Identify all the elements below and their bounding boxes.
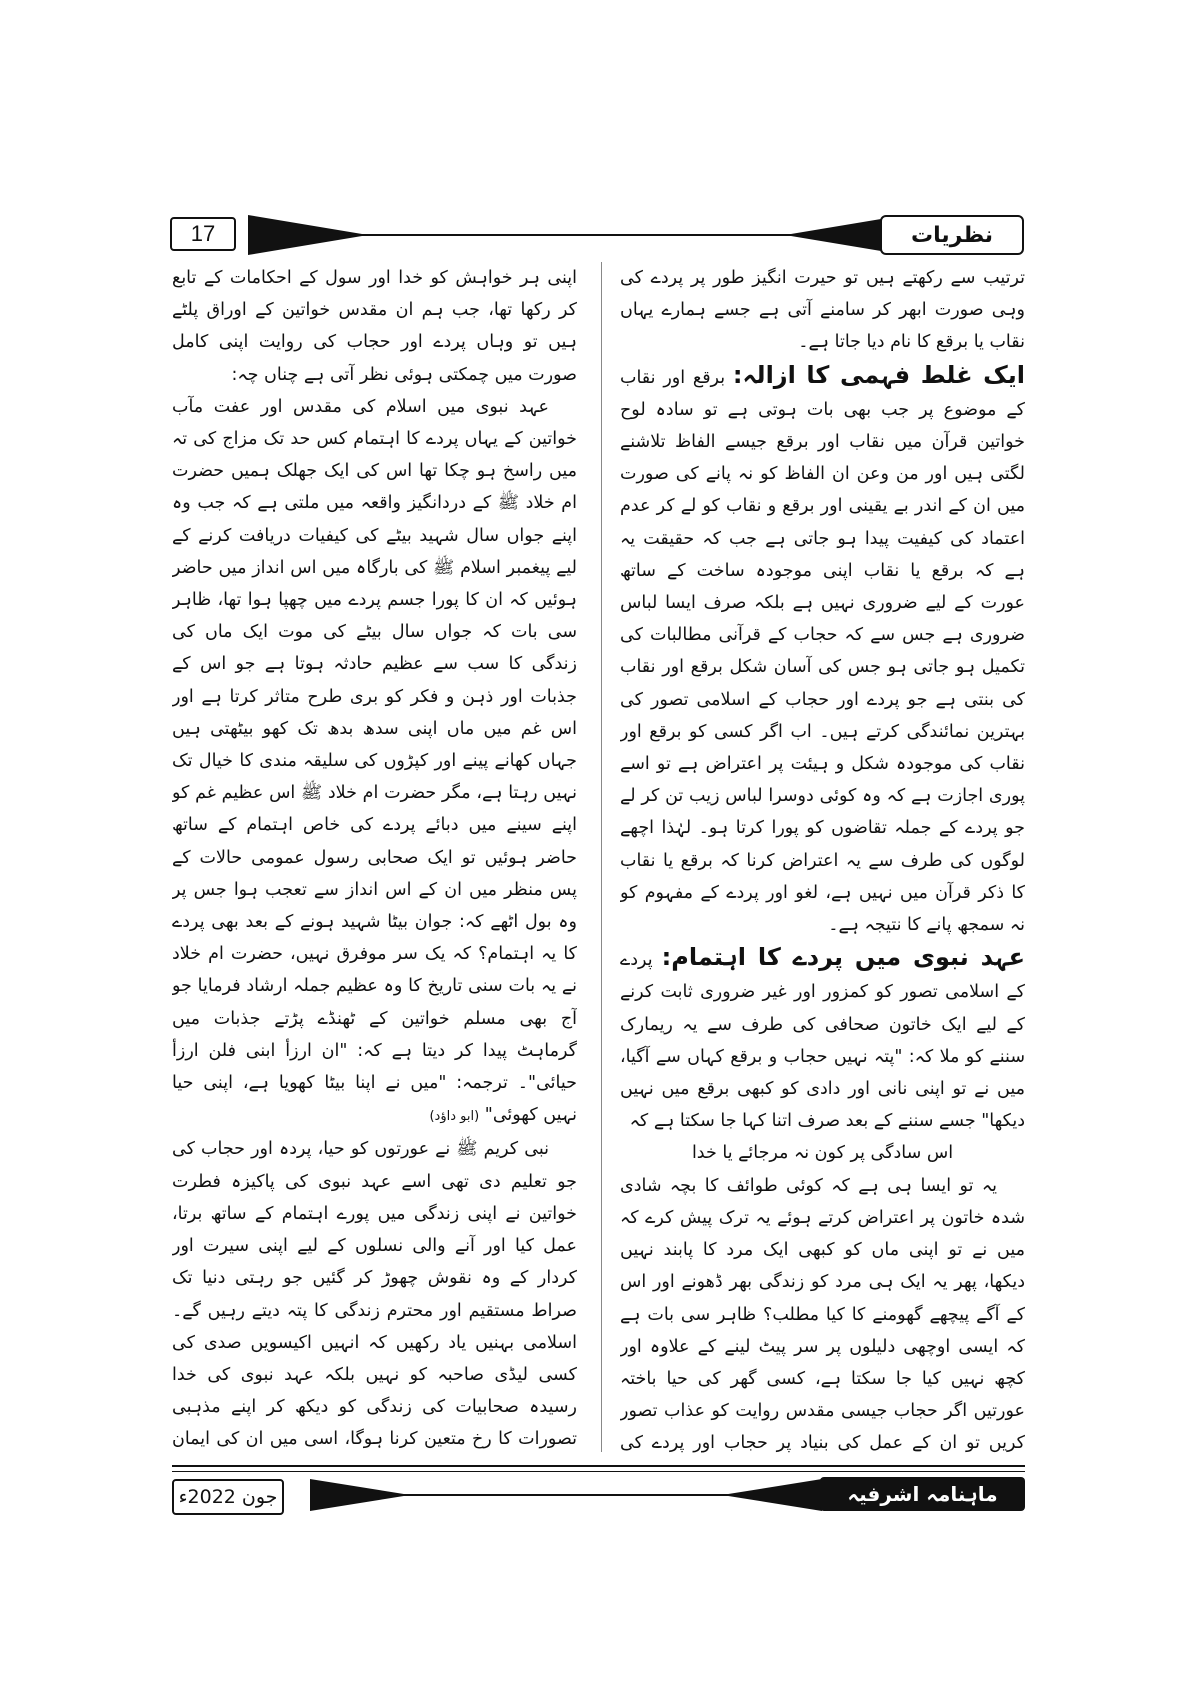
footer-rule <box>172 1471 1025 1472</box>
footer-rule <box>172 1465 1025 1467</box>
footer-wedge-right <box>722 1479 822 1511</box>
left-column <box>172 262 577 1454</box>
magazine-name: ماہنامہ اشرفیہ <box>820 1477 1025 1511</box>
subheading: ایک غلط فہمی کا ازالہ: <box>732 360 1025 389</box>
paragraph: یہ تو ایسا ہی ہے کہ کوئی طوائف کا بچہ شادی شدہ خاتون پر اعتراض کرتے ہوئے یہ ترک پیش کرے کہ میں نے تو اپنی ماں کو کبھی ایک مرد کا پابند نہیں دیکھا، پھر یہ ایک ہی مرد کو زندگی بھر ڈھونے اور اس کے آگے پیچھے گھومنے کا کیا مطلب؟ ظاہر سی بات ہے کہ ایسی اوچھی دلیلوں پر سر پیٹ لینے کے علاوہ اور کچھ نہیں کیا جا سکتا ہے، کسی گھر کی حیا باختہ عورتیں اگر حجاب جیسی مقدس روایت کو عذاب تصور کریں تو ان کے عمل کی بنیاد پر حجاب اور پردے کی <box>620 1175 1025 1454</box>
source-citation: (ابو داؤد) <box>429 1109 480 1125</box>
page-number: 17 <box>170 217 236 251</box>
section-title: نظریات <box>880 215 1024 255</box>
right-column <box>620 262 1025 1454</box>
verse-line: اس سادگی پر کون نہ مرجائے یا خدا <box>691 1143 954 1164</box>
header-wedge-left <box>248 215 368 255</box>
paragraph: نبی کریم ﷺ نے عورتوں کو حیا، پردہ اور حجاب کی جو تعلیم دی تھی اسے عہد نبوی کی پاکیزہ فطرت خواتین نے اپنی زندگی میں پورے اہتمام کے ساتھ برتا، عمل کیا اور آنے والی نسلوں کے لیے اپنی سیرت اور کردار کے وہ نقوش چھوڑ کر گئیں جو رہتی دنیا تک صراط مستقیم اور محترم زندگی کا پتہ دیتے رہیں گے۔ اسلامی بہنیں یاد رکھیں کہ انہیں اکیسویں صدی کی کسی لیڈی صاحبہ کو نہیں بلکہ عہد نبوی کی خدا رسیدہ صحابیات کی زندگی کو دیکھ کر اپنے مذہبی تصورات کا رخ متعین کرنا ہوگا، اسی میں ان کی ایمان <box>172 1139 577 1450</box>
paragraph <box>172 391 577 1134</box>
paragraph: اپنی ہر خواہش کو خدا اور سول کے احکامات کے تابع کر رکھا تھا، جب ہم ان مقدس خواتین کے اوراق پلٹے ہیں تو وہاں پردے اور حجاب کی روایت اپنی کامل صورت میں چمکتی ہوئی نظر آتی ہے چناں چہ: <box>172 268 577 385</box>
page-footer <box>172 1465 1025 1515</box>
page-header <box>170 215 1025 255</box>
paragraph-text: پردے کے اسلامی تصور کو کمزور اور غیر ضروری ثابت کرنے کے لیے ایک خاتون صحافی کی طرف سے یہ ریمارک سننے کو ملا کہ: "پتہ نہیں حجاب و برقع کہاں سے آگیا، میں نے تو اپنی نانی اور دادی کو کبھی برقع میں نہیں دیکھا" جسے سننے کے بعد صرف اتنا کہا جا سکتا ہے کہ <box>620 950 1025 1132</box>
paragraph-text: برقع اور نقاب کے موضوع پر جب بھی بات ہوتی ہے تو سادہ لوح خواتین قرآن میں نقاب اور برقع جیسے الفاظ تلاشنے لگتی ہیں اور من وعن ان الفاظ کو نہ پانے کی صورت میں ان کے اندر بے یقینی اور برقع و نقاب کو لے کر عدم اعتماد کی کیفیت پیدا ہو جاتی ہے جب کہ حقیقت یہ ہے کہ برقع یا نقاب اپنی موجودہ ساخت کے ساتھ عورت کے لیے ضروری نہیں ہے بلکہ صرف ایسا لباس ضروری ہے جس سے کہ حجاب کے قرآنی مطالبات کی تکمیل ہو جاتی ہو جس کی آسان شکل برقع اور نقاب کی بنتی ہے جو پردے اور حجاب کے اسلامی تصور کی بہترین نمائندگی کرتے ہیں۔ اب اگر کسی کو برقع اور نقاب کی موجودہ شکل و ہیئت پر اعتراض ہے تو اسے پوری اجازت ہے کہ وہ کوئی دوسرا لباس زیب تن کر لے جو پردے کے جملہ تقاضوں کو پورا کرتا ہو۔ لہٰذا اچھے لوگوں کی طرف سے یہ اعتراض کرنا کہ برقع یا نقاب کا ذکر قرآن میں نہیں ہے، لغو اور پردے کے مفہوم کو نہ سمجھ پانے کا نتیجہ ہے۔ <box>620 367 1025 936</box>
subheading: عہد نبوی میں پردے کا اہتمام: <box>661 943 1025 972</box>
paragraph <box>620 359 1025 942</box>
paragraph <box>620 941 1025 1137</box>
paragraph-text: عہد نبوی میں اسلام کی مقدس اور عفت مآب خواتین کے یہاں پردے کا اہتمام کس حد تک مزاج کی تہ میں راسخ ہو چکا تھا اس کی ایک جھلک ہمیں حضرت ام خلاد ﷺ کے دردانگیز واقعہ میں ملتی ہے کہ جب وہ اپنے جواں سال شہید بیٹے کی کیفیات دریافت کرنے کے لیے پیغمبر اسلام ﷺ کی بارگاہ میں اس انداز میں حاضر ہوئیں کہ ان کا پورا جسم پردے میں چھپا ہوا تھا، ظاہر سی بات کہ جواں سال بیٹے کی موت ایک ماں کی زندگی کا سب سے عظیم حادثہ ہوتا ہے جو اس کے جذبات اور ذہن و فکر کو بری طرح متاثر کرتا ہے اور اس غم میں ماں اپنی سدھ بدھ تک کھو بیٹھتی ہیں جہاں کھانے پینے اور کپڑوں کی سلیقہ مندی کا خیال تک نہیں رہتا ہے، مگر حضرت ام خلاد ﷺ اس عظیم غم کو اپنے سینے میں دبائے پردے کی خاص اہتمام کے ساتھ حاضر ہوئیں تو ایک صحابی رسول عمومی حالات کے پس منظر میں ان کے اس انداز سے تعجب ہوا جس پر وہ بول اٹھے کہ: جوان بیٹا شہید ہونے کے بعد بھی پردے کا یہ اہتمام؟ کہ یک سر موفرق نہیں، حضرت ام خلاد نے یہ بات سنی تاریخ کا وہ عظیم جملہ ارشاد فرمایا جو آج بھی مسلم خواتین کے ٹھنڈے پڑتے جذبات میں گرماہٹ پیدا کر دیتا ہے کہ: "ان ارزأ ابنی فلن ارزأ حیائی"۔ ترجمہ: "میں نے اپنا بیٹا کھویا ہے، اپنی حیا نہیں کھوئی" <box>172 396 577 1126</box>
column-divider <box>601 262 602 1452</box>
paragraph: ترتیب سے رکھتے ہیں تو حیرت انگیز طور پر پردے کی وہی صورت ابھر کر سامنے آتی ہے جسے ہمارے یہاں نقاب یا برقع کا نام دیا جاتا ہے۔ <box>620 268 1025 353</box>
issue-date: جون 2022ء <box>172 1479 284 1515</box>
